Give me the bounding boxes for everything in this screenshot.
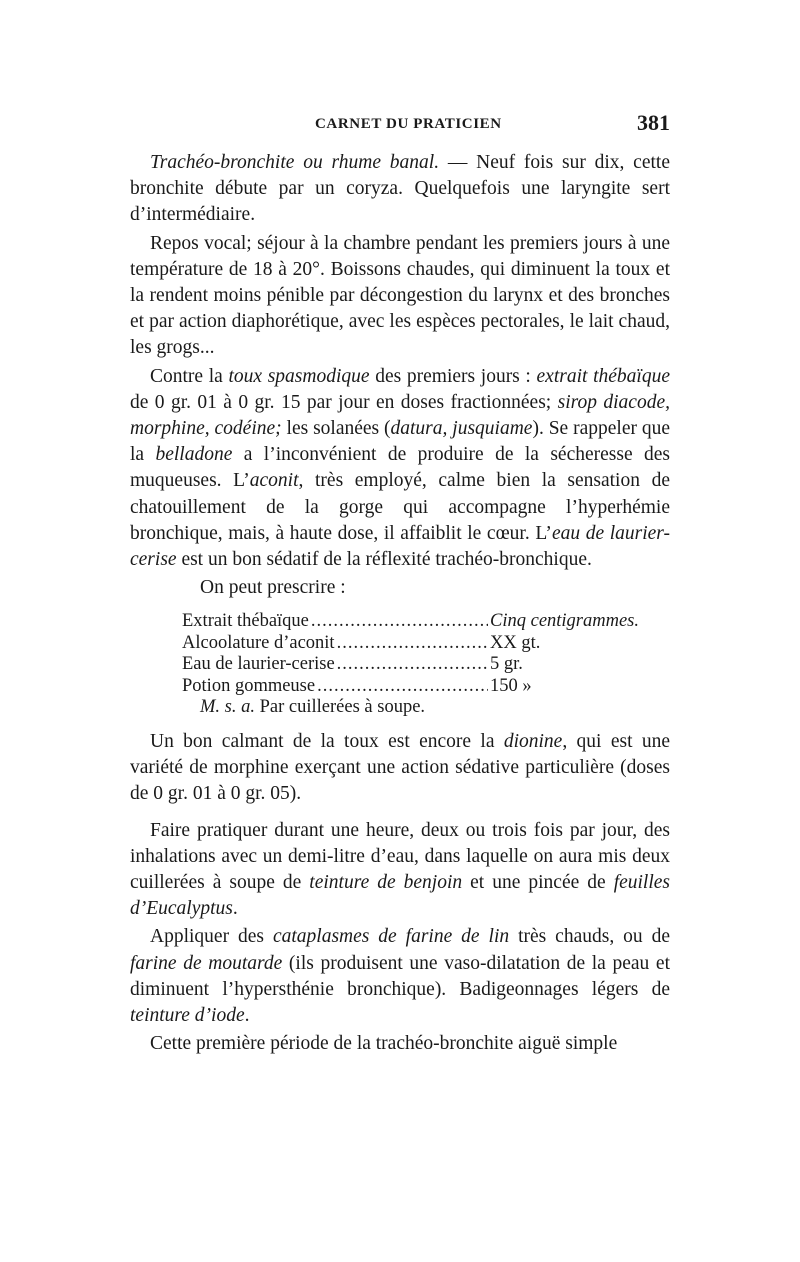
prescription-item <box>182 676 666 698</box>
text-run: . <box>232 898 238 920</box>
text-run: (ils produisent une vaso-dilatation de la peau et diminuent l’hypersthénie bronchique). Badigeonnages légers de <box>130 952 670 1000</box>
italic-run: eau de laurier-cerise <box>130 522 670 571</box>
leader-dots <box>337 633 488 655</box>
prescription-item <box>182 654 666 676</box>
leader-dots <box>337 654 488 676</box>
text-run: a l’inconvénient de produire de la sécheresse des muqueuses. L’ <box>130 444 670 492</box>
instruction-abbreviation: M. s. a. <box>200 697 255 718</box>
text-run: Faire pratiquer durant une heure, deux ou trois fois par jour, des inhalations avec un demi-litre d’eau, dans laquelle on aura mis deux cuillerées à soupe de <box>130 819 670 893</box>
text-run: Un bon calmant de la toux est encore la <box>150 730 504 752</box>
italic-run: aconit <box>249 470 299 492</box>
instruction-text: Par cuillerées à soupe. <box>255 697 426 718</box>
page-body <box>130 150 670 1057</box>
italic-run: toux spasmodique <box>228 365 370 387</box>
text-run: et une pincée de <box>462 871 614 893</box>
text-run: Repos vocal; séjour à la chambre pendant les premiers jours à une température de 18 à 20°. Boissons chaudes, qui diminuent la toux et la rendent moins pénible par décongestion du larynx et des bronches et par action diaphorétique, avec les espèces pectorales, le lait chaud, les grogs... <box>130 232 670 359</box>
italic-run: feuilles d’Eucalyptus <box>130 871 671 920</box>
text-run: les solanées ( <box>281 418 391 440</box>
ingredient-name: Alcoolature d’aconit <box>182 632 335 653</box>
paragraph <box>130 231 670 362</box>
prescription-item <box>182 633 666 655</box>
italic-run: datura, jusquiame <box>390 418 533 440</box>
text-run: , très employé, calme bien la sensation de chatouillement de la gorge qui accompagne l’hyperhémie bronchique, mais, à haute dose, il affaiblit le cœur. L’ <box>130 470 670 544</box>
running-head: CARNET DU PRATICIEN <box>315 116 502 132</box>
ingredient-quantity: 150 » <box>490 675 532 696</box>
prescription-lead: On peut prescrire : <box>200 577 346 599</box>
prescription-item <box>182 611 666 633</box>
page-number: 381 <box>637 110 670 135</box>
italic-run: farine de moutarde <box>130 952 283 974</box>
italic-run: Trachéo-bronchite ou rhume banal. <box>150 152 440 173</box>
ingredient-quantity: XX gt. <box>490 632 541 653</box>
prescription-instruction <box>200 697 666 719</box>
paragraph <box>130 150 670 229</box>
italic-run: sirop diacode, morphine, codéine; <box>130 391 670 440</box>
prescription <box>182 611 666 719</box>
text-run: . <box>244 1004 250 1026</box>
italic-run: belladone <box>155 444 233 466</box>
ingredient-quantity: 5 gr. <box>490 654 523 675</box>
paragraph <box>130 364 670 574</box>
text-run: est un bon sédatif de la réflexité trachéo-bronchique. <box>176 549 592 571</box>
text-run: , qui est une variété de morphine exerçant une action sédative particulière (doses de 0 gr. 01 à 0 gr. 05). <box>130 730 670 805</box>
text-run: de 0 gr. 01 à 0 gr. 15 par jour en doses fractionnées; <box>130 391 558 413</box>
text-run: Cette première période de la trachéo-bronchite aiguë simple <box>150 1033 618 1055</box>
text-run: Contre la <box>150 365 229 387</box>
text-run: ). Se rappeler que la <box>130 418 671 466</box>
italic-run: extrait thébaïque <box>536 365 670 387</box>
text-run: des premiers jours : <box>369 365 537 387</box>
paragraph <box>130 818 670 923</box>
italic-run: teinture de benjoin <box>309 871 463 893</box>
leader-dots <box>317 676 488 698</box>
italic-run: dionine <box>503 730 563 752</box>
italic-run: teinture d’iode <box>130 1004 245 1026</box>
page-header <box>130 108 670 138</box>
text-run: — Neuf fois sur dix, cette bronchite débute par un coryza. Quelquefois une laryngite sert d’intermédiaire. <box>130 152 670 226</box>
text-run: très chauds, ou de <box>509 926 670 948</box>
paragraph <box>130 729 670 808</box>
ingredient-name: Potion gommeuse <box>182 675 316 696</box>
italic-run: cataplasmes de farine de lin <box>272 926 510 948</box>
ingredient-name: Extrait thébaïque <box>182 611 309 632</box>
paragraph <box>130 1031 670 1057</box>
ingredient-name: Eau de laurier-cerise <box>182 654 335 675</box>
paragraph <box>130 924 670 1029</box>
text-run: Appliquer des <box>150 926 273 948</box>
leader-dots <box>311 611 488 633</box>
ingredient-quantity: Cinq centigrammes. <box>490 611 640 632</box>
